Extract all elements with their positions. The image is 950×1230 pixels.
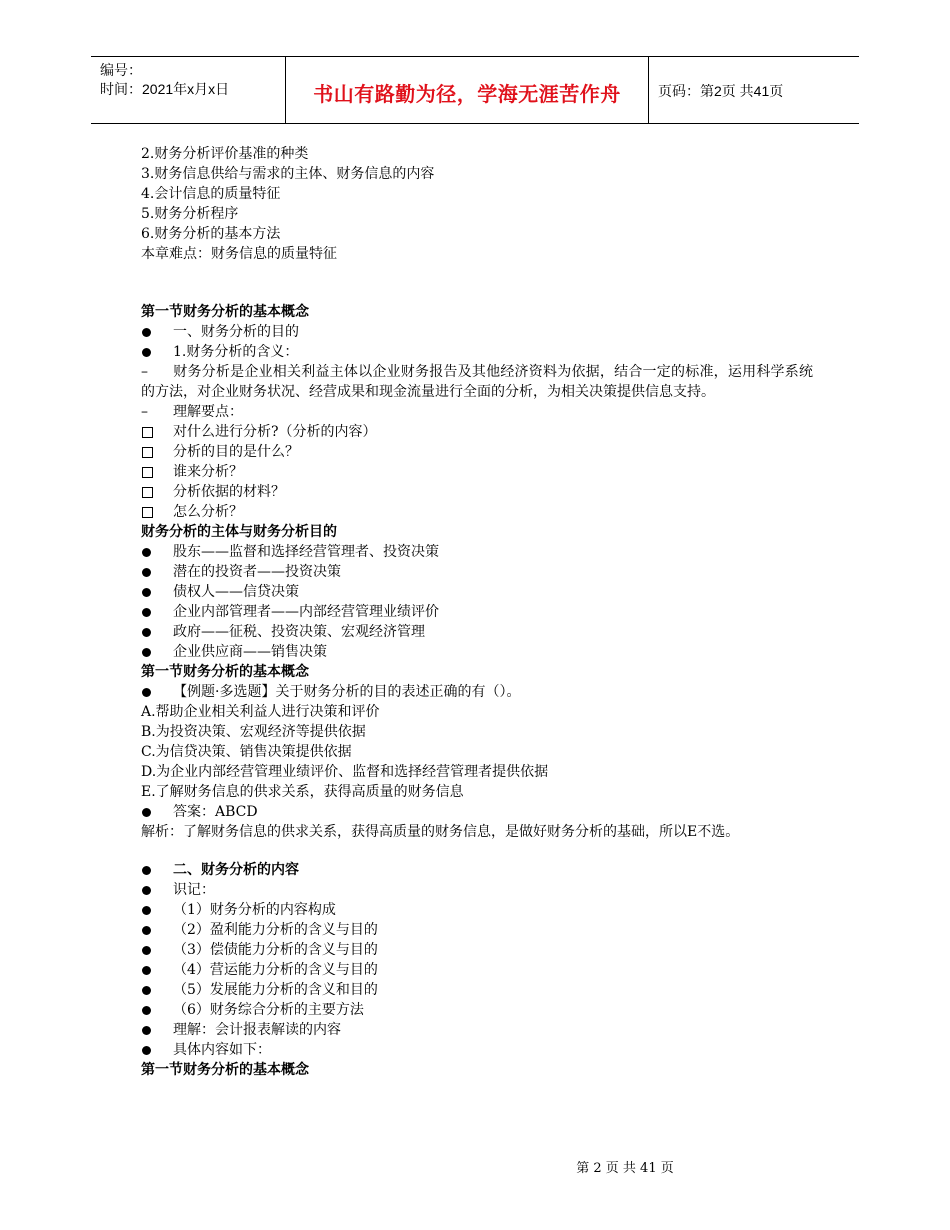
- bullet-icon: [142, 866, 151, 875]
- checkbox-item: 怎么分析？: [141, 502, 813, 522]
- bullet-icon: [142, 1026, 151, 1035]
- header-info-cell: [91, 57, 286, 123]
- checkbox-item: 分析依据的材料？: [141, 482, 813, 502]
- bullet-icon: [142, 568, 151, 577]
- bullet-icon: [142, 688, 151, 697]
- section-title: 财务分析的主体与财务分析目的: [141, 524, 337, 540]
- bullet-item: 识记：: [141, 880, 813, 900]
- motto: 书山有路勤为径，学海无涯苦作舟: [313, 82, 621, 106]
- bullet-icon: [142, 628, 151, 637]
- checkbox-item: 分析的目的是什么？: [141, 442, 813, 462]
- bullet-item: 一、财务分析的目的: [141, 322, 813, 342]
- bullet-item: 二、财务分析的内容: [141, 860, 813, 880]
- option-a: A.帮助企业相关利益人进行决策和评价: [141, 704, 380, 720]
- option-e: E.了解财务信息的供求关系，获得高质量的财务信息: [141, 784, 464, 800]
- text-line: 3.财务信息供给与需求的主体、财务信息的内容: [141, 166, 435, 182]
- bullet-icon: [142, 966, 151, 975]
- square-bullet-icon: [142, 447, 153, 458]
- bullet-icon: [142, 886, 151, 895]
- answer-item: 答案：ABCD: [141, 802, 813, 822]
- bullet-icon: [142, 808, 151, 817]
- bullet-item: 企业内部管理者——内部经营管理业绩评价: [141, 602, 813, 622]
- section-title: 第一节财务分析的基本概念: [141, 1062, 309, 1078]
- dash-icon: –: [141, 364, 148, 380]
- dash-item: – 理解要点：: [141, 404, 243, 420]
- footer-page-number: 第 2 页 共 41 页: [576, 1161, 674, 1176]
- number-label: 编号：: [100, 62, 142, 78]
- bullet-icon: [142, 588, 151, 597]
- bullet-icon: [142, 548, 151, 557]
- text-line: 6.财务分析的基本方法: [141, 226, 281, 242]
- bullet-icon: [142, 946, 151, 955]
- bullet-item: 债权人——信贷决策: [141, 582, 813, 602]
- checkbox-item: 对什么进行分析?（分析的内容）: [141, 422, 813, 442]
- bullet-icon: [142, 986, 151, 995]
- header-motto-cell: [286, 57, 649, 123]
- text-line: 5.财务分析程序: [141, 206, 239, 222]
- bullet-icon: [142, 648, 151, 657]
- square-bullet-icon: [142, 467, 153, 478]
- bullet-icon: [142, 1006, 151, 1015]
- page-number-label: 页码：第2页 共41页: [658, 83, 784, 99]
- square-bullet-icon: [142, 427, 153, 438]
- bullet-icon: [142, 926, 151, 935]
- checkbox-item: 谁来分析？: [141, 462, 813, 482]
- bullet-icon: [142, 348, 151, 357]
- bullet-item: （4）营运能力分析的含义与目的: [141, 960, 813, 980]
- header-page-cell: [649, 57, 859, 123]
- page-footer: [0, 1157, 950, 1176]
- bullet-item: 具体内容如下：: [141, 1040, 813, 1060]
- option-c: C.为信贷决策、销售决策提供依据: [141, 744, 352, 760]
- bullet-icon: [142, 608, 151, 617]
- time-label: 时间：2021年x月x日: [100, 81, 230, 97]
- bullet-item: 【例题·多选题】关于财务分析的目的表述正确的有（）。: [141, 682, 813, 702]
- bullet-item: （1）财务分析的内容构成: [141, 900, 813, 920]
- bullet-icon: [142, 906, 151, 915]
- bullet-icon: [142, 1046, 151, 1055]
- document-header: [91, 56, 859, 124]
- bullet-item: 企业供应商——销售决策: [141, 642, 813, 662]
- text-line: 2.财务分析评价基准的种类: [141, 146, 309, 162]
- bullet-item: 1.财务分析的含义：: [141, 342, 813, 362]
- section-title: 第一节财务分析的基本概念: [141, 664, 309, 680]
- text-line: 4.会计信息的质量特征: [141, 186, 281, 202]
- section-title: 第一节财务分析的基本概念: [141, 304, 309, 320]
- bullet-item: （2）盈利能力分析的含义与目的: [141, 920, 813, 940]
- option-b: B.为投资决策、宏观经济等提供依据: [141, 724, 366, 740]
- bullet-item: 理解：会计报表解读的内容: [141, 1020, 813, 1040]
- analysis-paragraph: 解析：了解财务信息的供求关系，获得高质量的财务信息，是做好财务分析的基础，所以E不选。: [141, 824, 740, 840]
- definition-paragraph: – 财务分析是企业相关利益主体以企业财务报告及其他经济资料为依据，结合一定的标准，运用科学系统的方法，对企业财务状况、经营成果和现金流量进行全面的分析，为相关决策提供信息支持。: [141, 364, 813, 400]
- bullet-item: （6）财务综合分析的主要方法: [141, 1000, 813, 1020]
- bullet-icon: [142, 328, 151, 337]
- bullet-item: 潜在的投资者——投资决策: [141, 562, 813, 582]
- text-line: 本章难点：财务信息的质量特征: [141, 246, 337, 262]
- square-bullet-icon: [142, 507, 153, 518]
- bullet-item: （3）偿债能力分析的含义与目的: [141, 940, 813, 960]
- square-bullet-icon: [142, 487, 153, 498]
- option-d: D.为企业内部经营管理业绩评价、监督和选择经营管理者提供依据: [141, 764, 549, 780]
- bullet-item: （5）发展能力分析的含义和目的: [141, 980, 813, 1000]
- document-body: [141, 144, 813, 1080]
- bullet-item: 政府——征税、投资决策、宏观经济管理: [141, 622, 813, 642]
- bullet-item: 股东——监督和选择经营管理者、投资决策: [141, 542, 813, 562]
